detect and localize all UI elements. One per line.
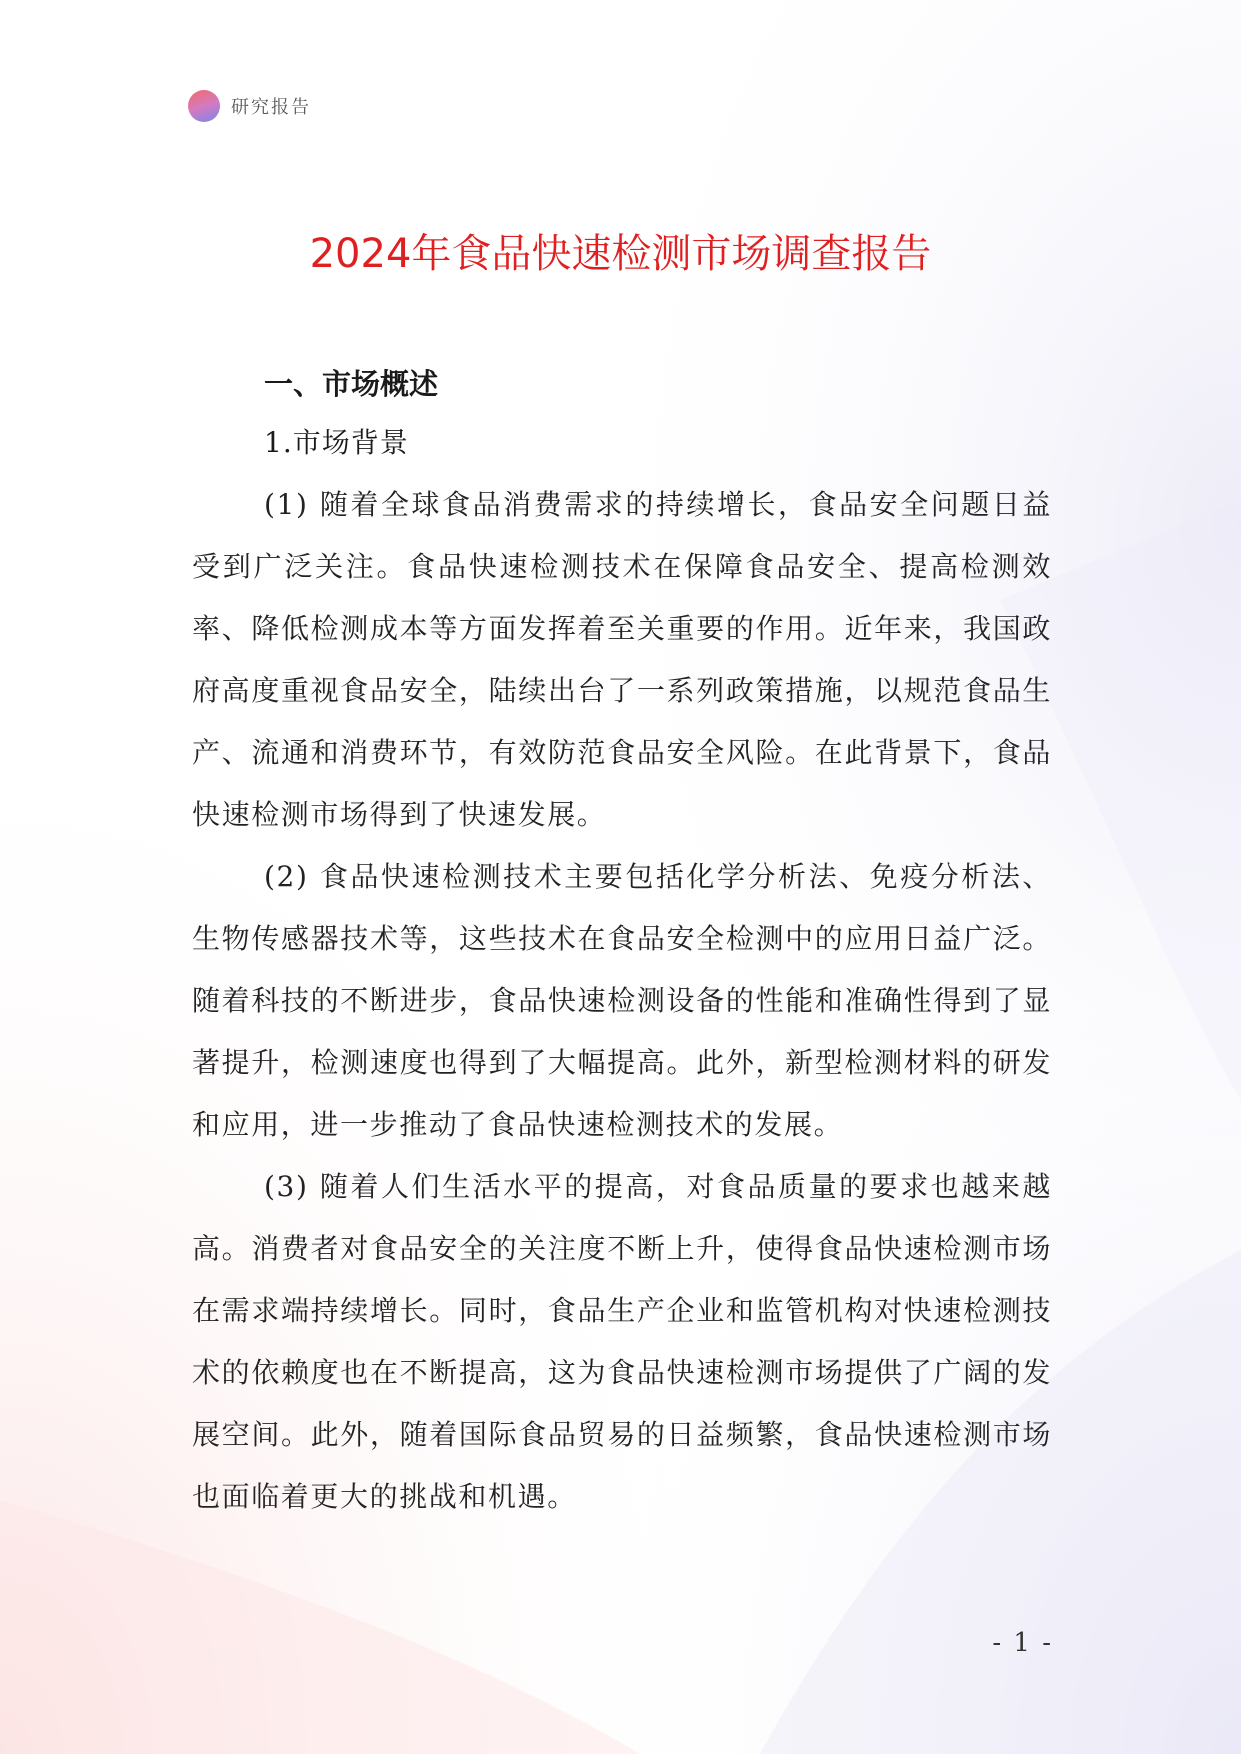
page-number: - 1 - xyxy=(992,1628,1053,1658)
paragraph-1: (1) 随着全球食品消费需求的持续增长，食品安全问题日益受到广泛关注。食品快速检测技术在保障食品安全、提高检测效率、降低检测成本等方面发挥着至关重要的作用。近年来，我国政府高度重视食品安全，陆续出台了一系列政策措施，以规范食品生产、流通和消费环节，有效防范食品安全风险。在此背景下，食品快速检测市场得到了快速发展。 xyxy=(192,488,1052,831)
paragraph-3: (3) 随着人们生活水平的提高，对食品质量的要求也越来越高。消费者对食品安全的关注度不断上升，使得食品快速检测市场在需求端持续增长。同时，食品生产企业和监管机构对快速检测技术的依赖度也在不断提高，这为食品快速检测市场提供了广阔的发展空间。此外，随着国际食品贸易的日益频繁，食品快速检测市场也面临着更大的挑战和机遇。 xyxy=(192,1170,1052,1513)
document-body xyxy=(192,356,1052,1528)
sub-heading: 1.市场背景 xyxy=(264,426,409,459)
document-title: 2024年食品快速检测市场调查报告 xyxy=(309,231,932,277)
section-heading: 一、市场概述 xyxy=(264,367,439,401)
header-label: 研究报告 xyxy=(231,97,311,118)
report-header xyxy=(188,88,311,124)
paragraph-2: (2) 食品快速检测技术主要包括化学分析法、免疫分析法、生物传感器技术等，这些技术在食品安全检测中的应用日益广泛。随着科技的不断进步，食品快速检测设备的性能和准确性得到了显著提升，检测速度也得到了大幅提高。此外，新型检测材料的研发和应用，进一步推动了食品快速检测技术的发展。 xyxy=(192,860,1052,1141)
logo-circle-icon xyxy=(188,90,220,122)
